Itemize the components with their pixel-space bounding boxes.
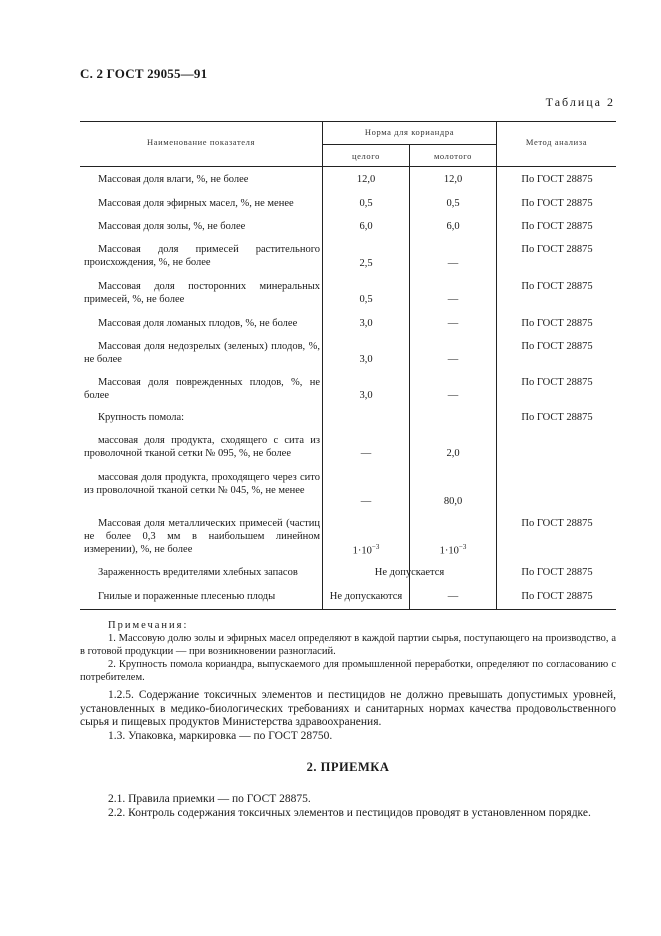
value-method: По ГОСТ 28875 xyxy=(521,198,593,209)
value-whole: 6,0 xyxy=(359,221,373,232)
value-method: По ГОСТ 28875 xyxy=(521,412,593,423)
value-ground: — xyxy=(447,591,459,602)
value-whole: 3,0 xyxy=(359,318,373,329)
value-ground: 6,0 xyxy=(446,221,460,232)
header-name: Наименование показателя xyxy=(146,137,255,147)
page-header: С. 2 ГОСТ 29055—91 xyxy=(80,66,208,81)
value-method: По ГОСТ 28875 xyxy=(521,518,593,529)
row-name: массовая доля продукта, проходящего через сито из проволочной тканой сетки № 045, %, не менее xyxy=(84,472,320,496)
value-method: По ГОСТ 28875 xyxy=(521,341,593,352)
value-ground-cell xyxy=(410,541,496,558)
value-ground: 12,0 xyxy=(443,174,463,185)
row-name: Массовая доля примесей растительного происхождения, %, не более xyxy=(84,244,320,268)
header-whole: целого xyxy=(352,151,380,161)
value-ground: 2,0 xyxy=(446,448,460,459)
notes-title: Примечания: xyxy=(108,620,189,631)
row-name: Массовая доля влаги, %, не более xyxy=(98,174,249,185)
note-item: 2. Крупность помола кориандра, выпускаемого для промышленной переработки, определяют по согласованию с потребителем. xyxy=(80,659,616,683)
note-item: 1. Массовую долю золы и эфирных масел определяют в каждой партии сырья, поступающего на производство, а в готовой продукции — при возникновении разногласий. xyxy=(80,633,616,657)
row-name: Гнилые и пораженные плесенью плоды xyxy=(98,591,276,602)
value-method: По ГОСТ 28875 xyxy=(521,174,593,185)
table-top-rule xyxy=(80,121,616,122)
header-ground: молотого xyxy=(433,151,473,161)
value-whole: 3,0 xyxy=(359,354,373,365)
value-ground: — xyxy=(447,258,459,269)
value-method: По ГОСТ 28875 xyxy=(521,221,593,232)
row-name: Массовая доля ломаных плодов, %, не более xyxy=(98,318,298,329)
value-merged: Не допускается xyxy=(374,567,445,578)
value-whole: — xyxy=(360,496,372,507)
value-method: По ГОСТ 28875 xyxy=(521,318,593,329)
paragraph-1-3: 1.3. Упаковка, маркировка — по ГОСТ 28750. xyxy=(108,730,333,742)
row-name: Массовая доля золы, %, не более xyxy=(98,221,246,232)
value-method: По ГОСТ 28875 xyxy=(521,244,593,255)
row-name: Массовая доля эфирных масел, %, не менее xyxy=(98,198,294,209)
row-name: Крупность помола: xyxy=(98,412,185,423)
value-method: По ГОСТ 28875 xyxy=(521,591,593,602)
table-bottom-rule xyxy=(80,609,616,610)
row-name: Массовая доля поврежденных плодов, %, не более xyxy=(84,377,320,401)
value-ground: 80,0 xyxy=(443,496,463,507)
value-whole-cell xyxy=(323,541,409,558)
exponent: −3 xyxy=(371,543,380,551)
header-norm: Норма для кориандра xyxy=(364,127,455,137)
header-bottom-rule xyxy=(80,166,616,167)
row-name: Массовая доля металлических примесей (частиц не более 0,3 мм в наибольшем линейном измерении), %, не более xyxy=(84,518,320,555)
value-method: По ГОСТ 28875 xyxy=(521,281,593,292)
value-whole: 1·10 xyxy=(352,545,372,557)
value-whole: 0,5 xyxy=(359,294,373,305)
row-name: Массовая доля недозрелых (зеленых) плодов, %, не более xyxy=(84,341,320,365)
value-whole: 12,0 xyxy=(356,174,376,185)
paragraph-1-2-5: 1.2.5. Содержание токсичных элементов и пестицидов не должно превышать допустимых уровней, установленных в медико-биологических требованиях и санитарных нормах качества продовольственного сырья и пищевых продуктов Министерства здравоохранения. xyxy=(80,689,616,728)
header-method: Метод анализа xyxy=(525,137,588,147)
value-ground: — xyxy=(447,354,459,365)
paragraph-2-1: 2.1. Правила приемки — по ГОСТ 28875. xyxy=(108,793,311,805)
value-method: По ГОСТ 28875 xyxy=(521,377,593,388)
section-title: 2. ПРИЕМКА xyxy=(306,760,390,774)
row-name: Массовая доля посторонних минеральных примесей, %, не более xyxy=(84,281,320,305)
value-ground: 0,5 xyxy=(446,198,460,209)
value-whole: 2,5 xyxy=(359,258,373,269)
value-ground: 1·10 xyxy=(439,545,459,557)
value-ground: — xyxy=(447,294,459,305)
value-whole: 3,0 xyxy=(359,390,373,401)
column-divider-3 xyxy=(496,121,497,609)
value-whole: 0,5 xyxy=(359,198,373,209)
table-caption: Таблица 2 xyxy=(545,95,615,109)
value-whole: — xyxy=(360,448,372,459)
value-ground: — xyxy=(447,318,459,329)
notes-block xyxy=(80,619,616,684)
exponent: −3 xyxy=(458,543,467,551)
value-whole: Не допускаются xyxy=(329,591,403,602)
row-name: Зараженность вредителями хлебных запасов xyxy=(98,567,298,578)
paragraph-2-2: 2.2. Контроль содержания токсичных элементов и пестицидов проводят в установленном порядке. xyxy=(108,807,591,819)
row-name: массовая доля продукта, сходящего с сита из проволочной тканой сетки № 095, %, не более xyxy=(84,435,320,459)
indicators-table xyxy=(80,121,616,609)
value-method: По ГОСТ 28875 xyxy=(521,567,593,578)
value-ground: — xyxy=(447,390,459,401)
